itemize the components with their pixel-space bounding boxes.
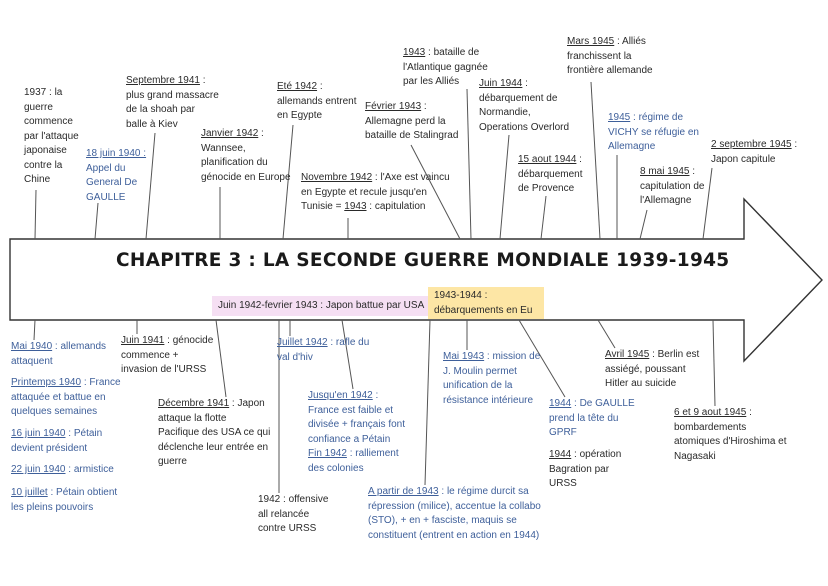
event-1944-bagration: [549, 448, 621, 492]
event-line: Allemagne perd la: [365, 115, 446, 127]
event-line: : bataille de: [425, 47, 480, 58]
event-line: en Egypte: [277, 110, 323, 121]
event-date: 10 juillet: [11, 487, 48, 498]
event-line: Chine: [24, 174, 51, 185]
event-line: Allemagne: [608, 141, 656, 152]
yellow-band-line-2: débarquements en Eu: [434, 305, 533, 316]
event-line: balle à Kiev: [126, 118, 178, 130]
event-line: bombardements: [674, 421, 747, 433]
event-line: plus grand massacre: [126, 89, 219, 101]
event-18-juin-1940: [86, 147, 146, 205]
connector-line: [425, 320, 430, 485]
event-line: :: [199, 75, 206, 86]
event-date: Mai 1940: [11, 341, 53, 352]
event-line: résistance intérieure: [443, 394, 534, 406]
event-line: : régime de: [630, 112, 684, 123]
event-line: :: [258, 128, 264, 139]
event-line: Hitler au suicide: [605, 378, 677, 389]
event-date: Printemps 1940: [11, 377, 82, 388]
event-date: 1944: [549, 398, 572, 409]
event-line: atomiques d'Hiroshima et: [674, 436, 787, 447]
connector-line: [541, 196, 546, 239]
event-line: all relancée: [258, 508, 310, 520]
event-date: 1942: [258, 494, 281, 505]
event-1937-china: [24, 86, 79, 188]
event-line: :: [317, 81, 323, 92]
event-line: invasion de l'URSS: [121, 364, 207, 375]
event-line: Pacifique des USA ce qui: [158, 427, 271, 438]
event-line: VICHY se réfugie en: [608, 126, 699, 138]
event-line: allemands entrent: [277, 95, 357, 107]
event-line: quelques semaines: [11, 406, 98, 417]
event-line: Operations Overlord: [479, 121, 570, 133]
event-line: :: [791, 139, 798, 150]
event-ete-1942: [277, 80, 357, 124]
event-10-juillet: [11, 486, 117, 515]
connector-line: [467, 89, 471, 239]
event-decembre-1941: [158, 397, 270, 470]
event-line: bataille de Stalingrad: [365, 130, 459, 141]
connector-line: [216, 320, 226, 397]
event-line: guerre: [158, 456, 187, 467]
event-line: de la shoah par: [126, 104, 195, 115]
event-date: 1945: [608, 112, 631, 123]
event-8-mai-1945: [640, 165, 705, 209]
event-line: attaquée et battue en: [11, 391, 106, 403]
event-line: : allemands: [52, 341, 107, 352]
event-line: Wannsee,: [201, 142, 246, 154]
event-avril-1945: [605, 348, 699, 392]
event-15-aout-1944: [518, 153, 583, 197]
connector-line: [598, 320, 615, 348]
event-line: GAULLE: [86, 191, 126, 203]
event-a-partir-de-1943: [368, 485, 541, 543]
event-line: Normandie,: [479, 107, 531, 118]
event-date: Janvier 1942: [201, 128, 259, 139]
event-line: :: [746, 407, 752, 418]
connector-line: [713, 320, 715, 406]
event-line: franchissent la: [567, 50, 632, 62]
event-line: : le régime durcit sa: [438, 486, 529, 497]
event-line: répression (milice), accentue la collabo: [368, 500, 541, 512]
event-date: Juin 1941: [121, 335, 165, 346]
event-line: : mission de: [484, 351, 541, 362]
event-juillet-1942: [277, 336, 369, 365]
event-date: Novembre 1942: [301, 172, 373, 183]
event-line: : Japon: [229, 398, 265, 409]
event-line: de Provence: [518, 183, 575, 194]
event-date: Eté 1942: [277, 81, 318, 92]
event-line: : Berlin est: [649, 349, 700, 360]
event-line: URSS: [549, 478, 577, 489]
event-line: Bagration par: [549, 463, 610, 475]
event-line: Japon capitule: [711, 153, 776, 165]
event-line: :: [421, 101, 427, 112]
event-line: débarquement de: [479, 92, 558, 104]
event-line: en Egypte et recule jusqu'en: [301, 186, 427, 198]
event-line: capitulation de: [640, 180, 705, 192]
event-6-et-9-aout-1945: [674, 406, 787, 464]
connector-line: [500, 135, 509, 239]
event-mars-1945: [567, 35, 653, 79]
event-jusqu-en-1942: [308, 389, 405, 476]
event-line: :: [372, 390, 379, 401]
connector-line: [591, 82, 600, 239]
event-date: 18 juin 1940 :: [86, 148, 147, 159]
event-date: Juin 1944: [479, 78, 523, 89]
event-line: : capitulation: [366, 201, 426, 212]
event-line: attaquent: [11, 355, 53, 367]
event-line: France est faible et: [308, 404, 394, 416]
page-title: CHAPITRE 3 : LA SECONDE GUERRE MONDIALE 1939-1945: [116, 250, 730, 271]
event-line: : opération: [571, 449, 622, 460]
event-line: :: [689, 166, 696, 177]
event-line: : France: [81, 377, 121, 388]
event-date: 1943: [403, 47, 426, 58]
event-date: 15 aout 1944: [518, 154, 577, 165]
event-date: 22 juin 1940: [11, 464, 66, 475]
event-line: General De: [86, 177, 138, 188]
event-line: l'Allemagne: [640, 195, 692, 206]
event-line: génocide en Europe: [201, 171, 291, 183]
event-date: 16 juin 1940: [11, 428, 66, 439]
event-juin-1941: [121, 334, 213, 378]
event-line: commence: [24, 116, 73, 127]
event-date: 2 septembre 1945: [711, 139, 792, 150]
event-line: des colonies: [308, 462, 364, 474]
connector-line: [95, 203, 98, 239]
event-date: Septembre 1941: [126, 75, 200, 86]
event-line: : armistice: [65, 464, 114, 475]
event-janvier-1942: [201, 127, 291, 185]
event-line: Nagasaki: [674, 450, 716, 462]
event-line: divisée + français font: [308, 419, 405, 430]
connector-line: [640, 210, 647, 239]
event-date: Jusqu'en 1942: [308, 390, 373, 401]
event-date: A partir de 1943: [368, 486, 439, 497]
event-line: : De GAULLE: [571, 398, 635, 409]
event-line: guerre: [24, 101, 53, 113]
event-1942-offensive: [258, 493, 328, 537]
connector-line: [35, 190, 36, 239]
event-16-juin-1940: [11, 427, 102, 456]
event-line: :: [522, 78, 528, 89]
event-mai-1943: [443, 350, 540, 408]
event-date: 1943: [344, 201, 367, 212]
event-date: Mai 1943: [443, 351, 485, 362]
event-line: planification du: [201, 157, 268, 168]
event-line: unification de la: [443, 380, 513, 391]
event-line: : offensive: [280, 494, 329, 505]
event-line: frontière allemande: [567, 65, 653, 76]
event-line: par les Alliés: [403, 76, 460, 87]
event-line: GPRF: [549, 427, 577, 438]
event-1945-vichy: [608, 111, 699, 155]
event-septembre-1941: [126, 74, 219, 132]
event-line: contre URSS: [258, 523, 317, 534]
event-line: constituent (entrent en action en 1944): [368, 529, 540, 541]
event-line: prend la tête du: [549, 412, 619, 424]
event-line: 1937 : la: [24, 87, 63, 98]
event-date: 1944: [549, 449, 572, 460]
event-1943-atlantique: [403, 46, 488, 90]
event-line: déclenche leur entrée en: [158, 441, 269, 453]
event-line: Appel du: [86, 162, 126, 174]
event-date: Mars 1945: [567, 36, 615, 47]
connector-line: [34, 320, 35, 340]
event-line: devient président: [11, 442, 88, 454]
event-line: attaque la flotte: [158, 412, 227, 424]
event-line: japonaise: [24, 145, 67, 156]
event-date: Décembre 1941: [158, 398, 230, 409]
connector-line: [146, 133, 155, 239]
yellow-band-landings: [428, 287, 544, 319]
event-line: : rafle du: [327, 337, 370, 348]
event-mai-1940: [11, 340, 106, 369]
event-line: : ralliement: [346, 448, 399, 459]
yellow-band-line-1: 1943-1944 :: [434, 290, 488, 301]
event-date: 8 mai 1945: [640, 166, 690, 177]
event-date: Février 1943: [365, 101, 422, 112]
event-date: 6 et 9 aout 1945: [674, 407, 747, 418]
event-line: assiégé, poussant: [605, 363, 686, 375]
event-line: : génocide: [164, 335, 214, 346]
event-date: Avril 1945: [605, 349, 650, 360]
event-line: : Pétain obtient: [47, 487, 118, 498]
event-line: commence +: [121, 349, 179, 361]
event-line: val d'hiv: [277, 351, 313, 363]
event-line: les pleins pouvoirs: [11, 501, 94, 513]
event-line: confiance a Pétain: [308, 433, 391, 445]
event-line: contre la: [24, 159, 63, 171]
event-22-juin-1940: [11, 463, 114, 478]
event-date: Juillet 1942: [277, 337, 328, 348]
event-1944-gprf: [549, 397, 635, 441]
event-printemps-1940: [11, 376, 121, 420]
event-line: J. Moulin permet: [443, 365, 517, 377]
event-date: Fin 1942: [308, 448, 347, 459]
event-novembre-1942: [301, 171, 450, 215]
event-line: : Pétain: [65, 428, 103, 439]
pink-band-japan: Juin 1942-fevrier 1943 : Japon battue par USA: [212, 296, 430, 316]
event-line: :: [576, 154, 582, 165]
event-juin-1944: [479, 77, 569, 135]
event-line: : Alliés: [614, 36, 646, 47]
event-line: (STO), + en + fasciste, maquis se: [368, 515, 517, 526]
event-line: l'Atlantique gagnée: [403, 61, 488, 73]
event-line: Tunisie =: [301, 201, 345, 212]
event-line: débarquement: [518, 168, 583, 180]
event-line: par l'attaque: [24, 130, 79, 142]
event-line: : l'Axe est vaincu: [372, 172, 450, 183]
event-2-septembre-1945: [711, 138, 797, 167]
event-fevrier-1943: [365, 100, 458, 144]
